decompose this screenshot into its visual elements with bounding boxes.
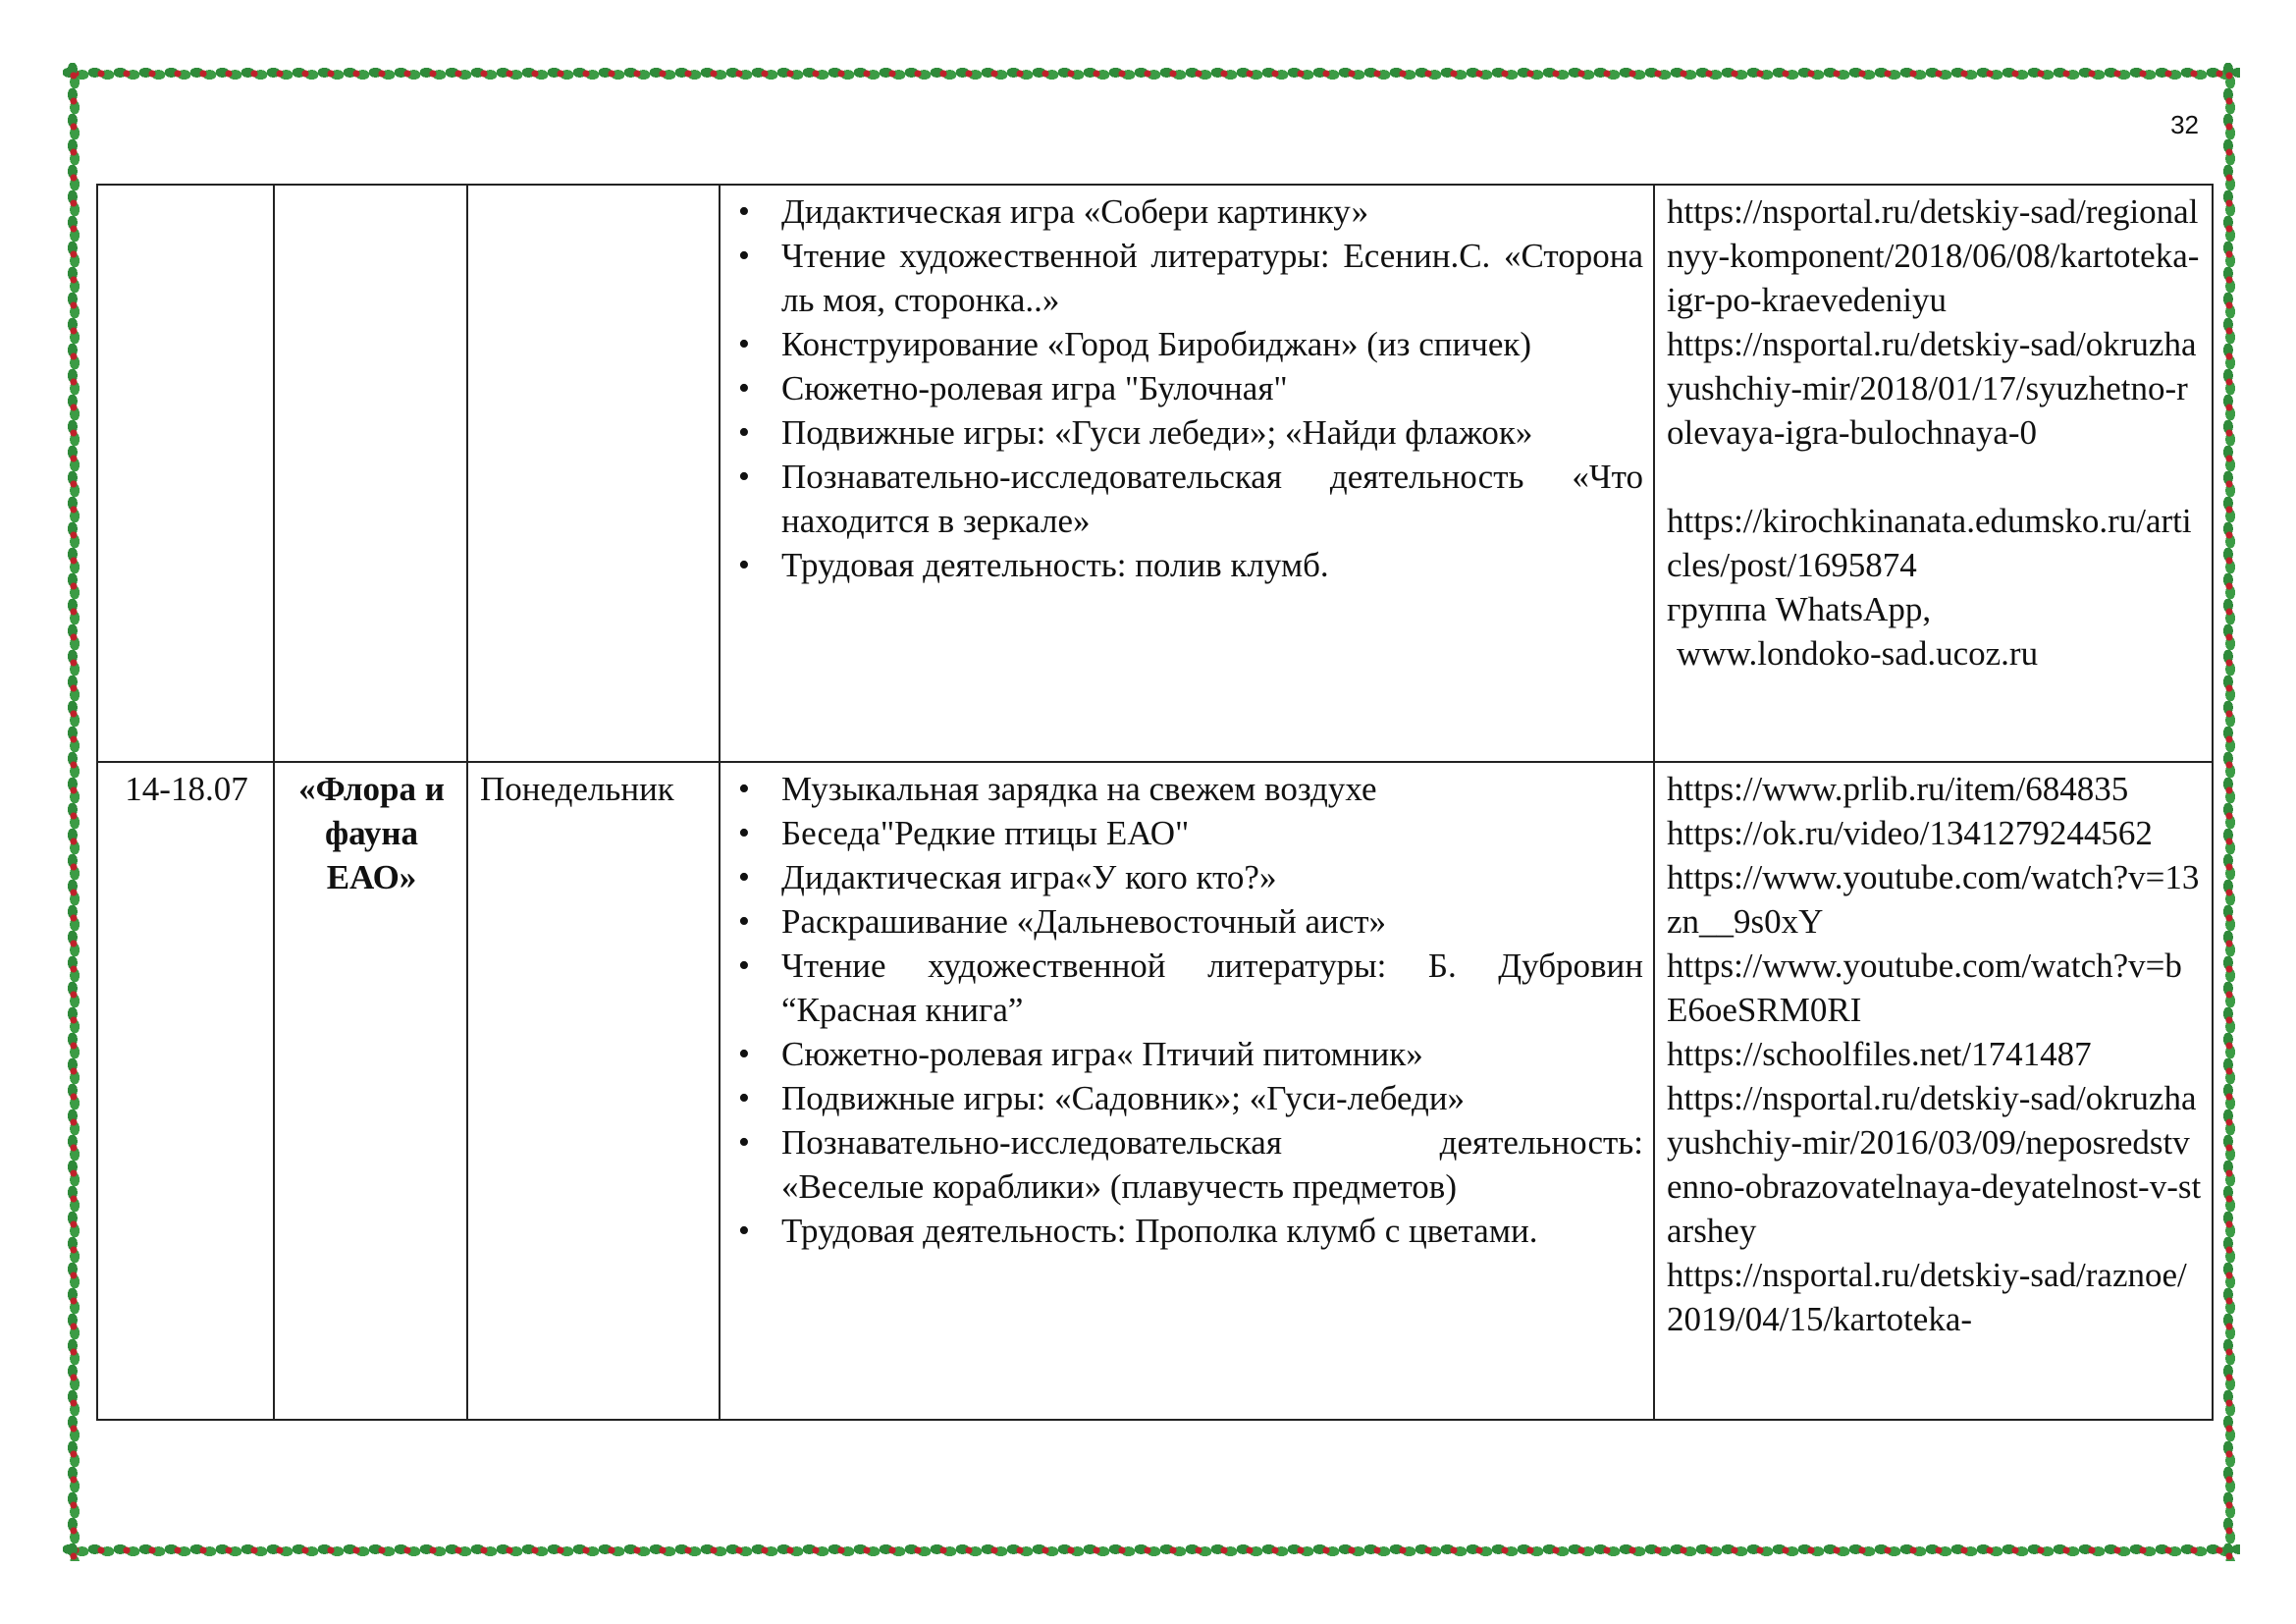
links-cell <box>1654 185 2213 762</box>
resource-link[interactable]: https://www.prlib.ru/item/684835 <box>1667 770 2129 808</box>
holly-border-right <box>2218 63 2240 1561</box>
links-cell <box>1654 762 2213 1420</box>
theme-cell: «Флора и фауна ЕАО» <box>274 762 467 1420</box>
table-row <box>97 185 2213 762</box>
activities-cell <box>720 185 1654 762</box>
resource-note: группа WhatsApp, <box>1667 590 1932 628</box>
list-item: • Чтение художественной литературы: Есенин.С. «Сторона ль моя, сторонка..» <box>732 234 1643 322</box>
list-item: • Познавательно-исследовательская деятельность «Что находится в зеркале» <box>732 455 1643 543</box>
list-item: • Дидактическая игра«У кого кто?» <box>732 855 1643 899</box>
list-item: • Чтение художественной литературы: Б. Дубровин “Красная книга” <box>732 944 1643 1032</box>
list-item: • Сюжетно-ролевая игра "Булочная" <box>732 366 1643 410</box>
day-cell <box>467 185 720 762</box>
resource-link[interactable]: https://nsportal.ru/detskiy-sad/okruzhayushchiy-mir/2018/01/17/syuzhetno-rolevaya-igra-bulochnaya-0 <box>1667 325 2197 452</box>
list-item: • Познавательно-исследовательская деятельность: «Веселые кораблики» (плавучесть предметов) <box>732 1120 1643 1209</box>
resource-link[interactable]: https://nsportal.ru/detskiy-sad/regionalnyy-komponent/2018/06/08/kartoteka-igr-po-kraevedeniyu <box>1667 192 2200 319</box>
page-number: 32 <box>2170 110 2199 139</box>
list-item: • Подвижные игры: «Гуси лебеди»; «Найди флажок» <box>732 410 1643 455</box>
list-item: • Конструирование «Город Биробиджан» (из спичек) <box>732 322 1643 366</box>
list-item: • Беседа"Редкие птицы ЕАО" <box>732 811 1643 855</box>
theme-cell <box>274 185 467 762</box>
list-item: • Сюжетно-ролевая игра« Птичий питомник» <box>732 1032 1643 1076</box>
list-item: • Трудовая деятельность: полив клумб. <box>732 543 1643 587</box>
holly-border-bottom <box>63 1540 2240 1561</box>
resource-link[interactable]: https://ok.ru/video/1341279244562 <box>1667 814 2153 852</box>
date-cell <box>97 185 274 762</box>
resource-link[interactable]: https://schoolfiles.net/1741487 <box>1667 1035 2092 1073</box>
day-cell: Понедельник <box>467 762 720 1420</box>
activities-list <box>732 767 1643 1253</box>
resource-link[interactable]: https://nsportal.ru/detskiy-sad/raznoe/2019/04/15/kartoteka- <box>1667 1256 2187 1338</box>
holly-border-left <box>63 63 84 1561</box>
table-row <box>97 762 2213 1420</box>
list-item: • Музыкальная зарядка на свежем воздухе <box>732 767 1643 811</box>
list-item: • Дидактическая игра «Собери картинку» <box>732 189 1643 234</box>
list-item: • Подвижные игры: «Садовник»; «Гуси-лебеди» <box>732 1076 1643 1120</box>
holly-border-top <box>63 63 2240 84</box>
resource-link[interactable]: https://nsportal.ru/detskiy-sad/okruzhayushchiy-mir/2016/03/09/neposredstvenno-obrazovatelnaya-deyatelnost-v-starshey <box>1667 1079 2202 1250</box>
list-item: • Раскрашивание «Дальневосточный аист» <box>732 899 1643 944</box>
date-cell: 14-18.07 <box>97 762 274 1420</box>
activity-plan-table <box>96 184 2214 1421</box>
resource-link[interactable]: https://kirochkinanata.edumsko.ru/articles/post/1695874 <box>1667 502 2192 584</box>
list-item: • Трудовая деятельность: Прополка клумб с цветами. <box>732 1209 1643 1253</box>
activities-cell <box>720 762 1654 1420</box>
links-spacer <box>1667 455 2202 499</box>
resource-link[interactable]: https://www.youtube.com/watch?v=13zn__9s0xY <box>1667 858 2200 941</box>
resource-link[interactable]: https://www.youtube.com/watch?v=bE6oeSRM0RI <box>1667 947 2182 1029</box>
resource-link[interactable]: www.londoko-sad.ucoz.ru <box>1677 634 2039 673</box>
activities-list <box>732 189 1643 587</box>
